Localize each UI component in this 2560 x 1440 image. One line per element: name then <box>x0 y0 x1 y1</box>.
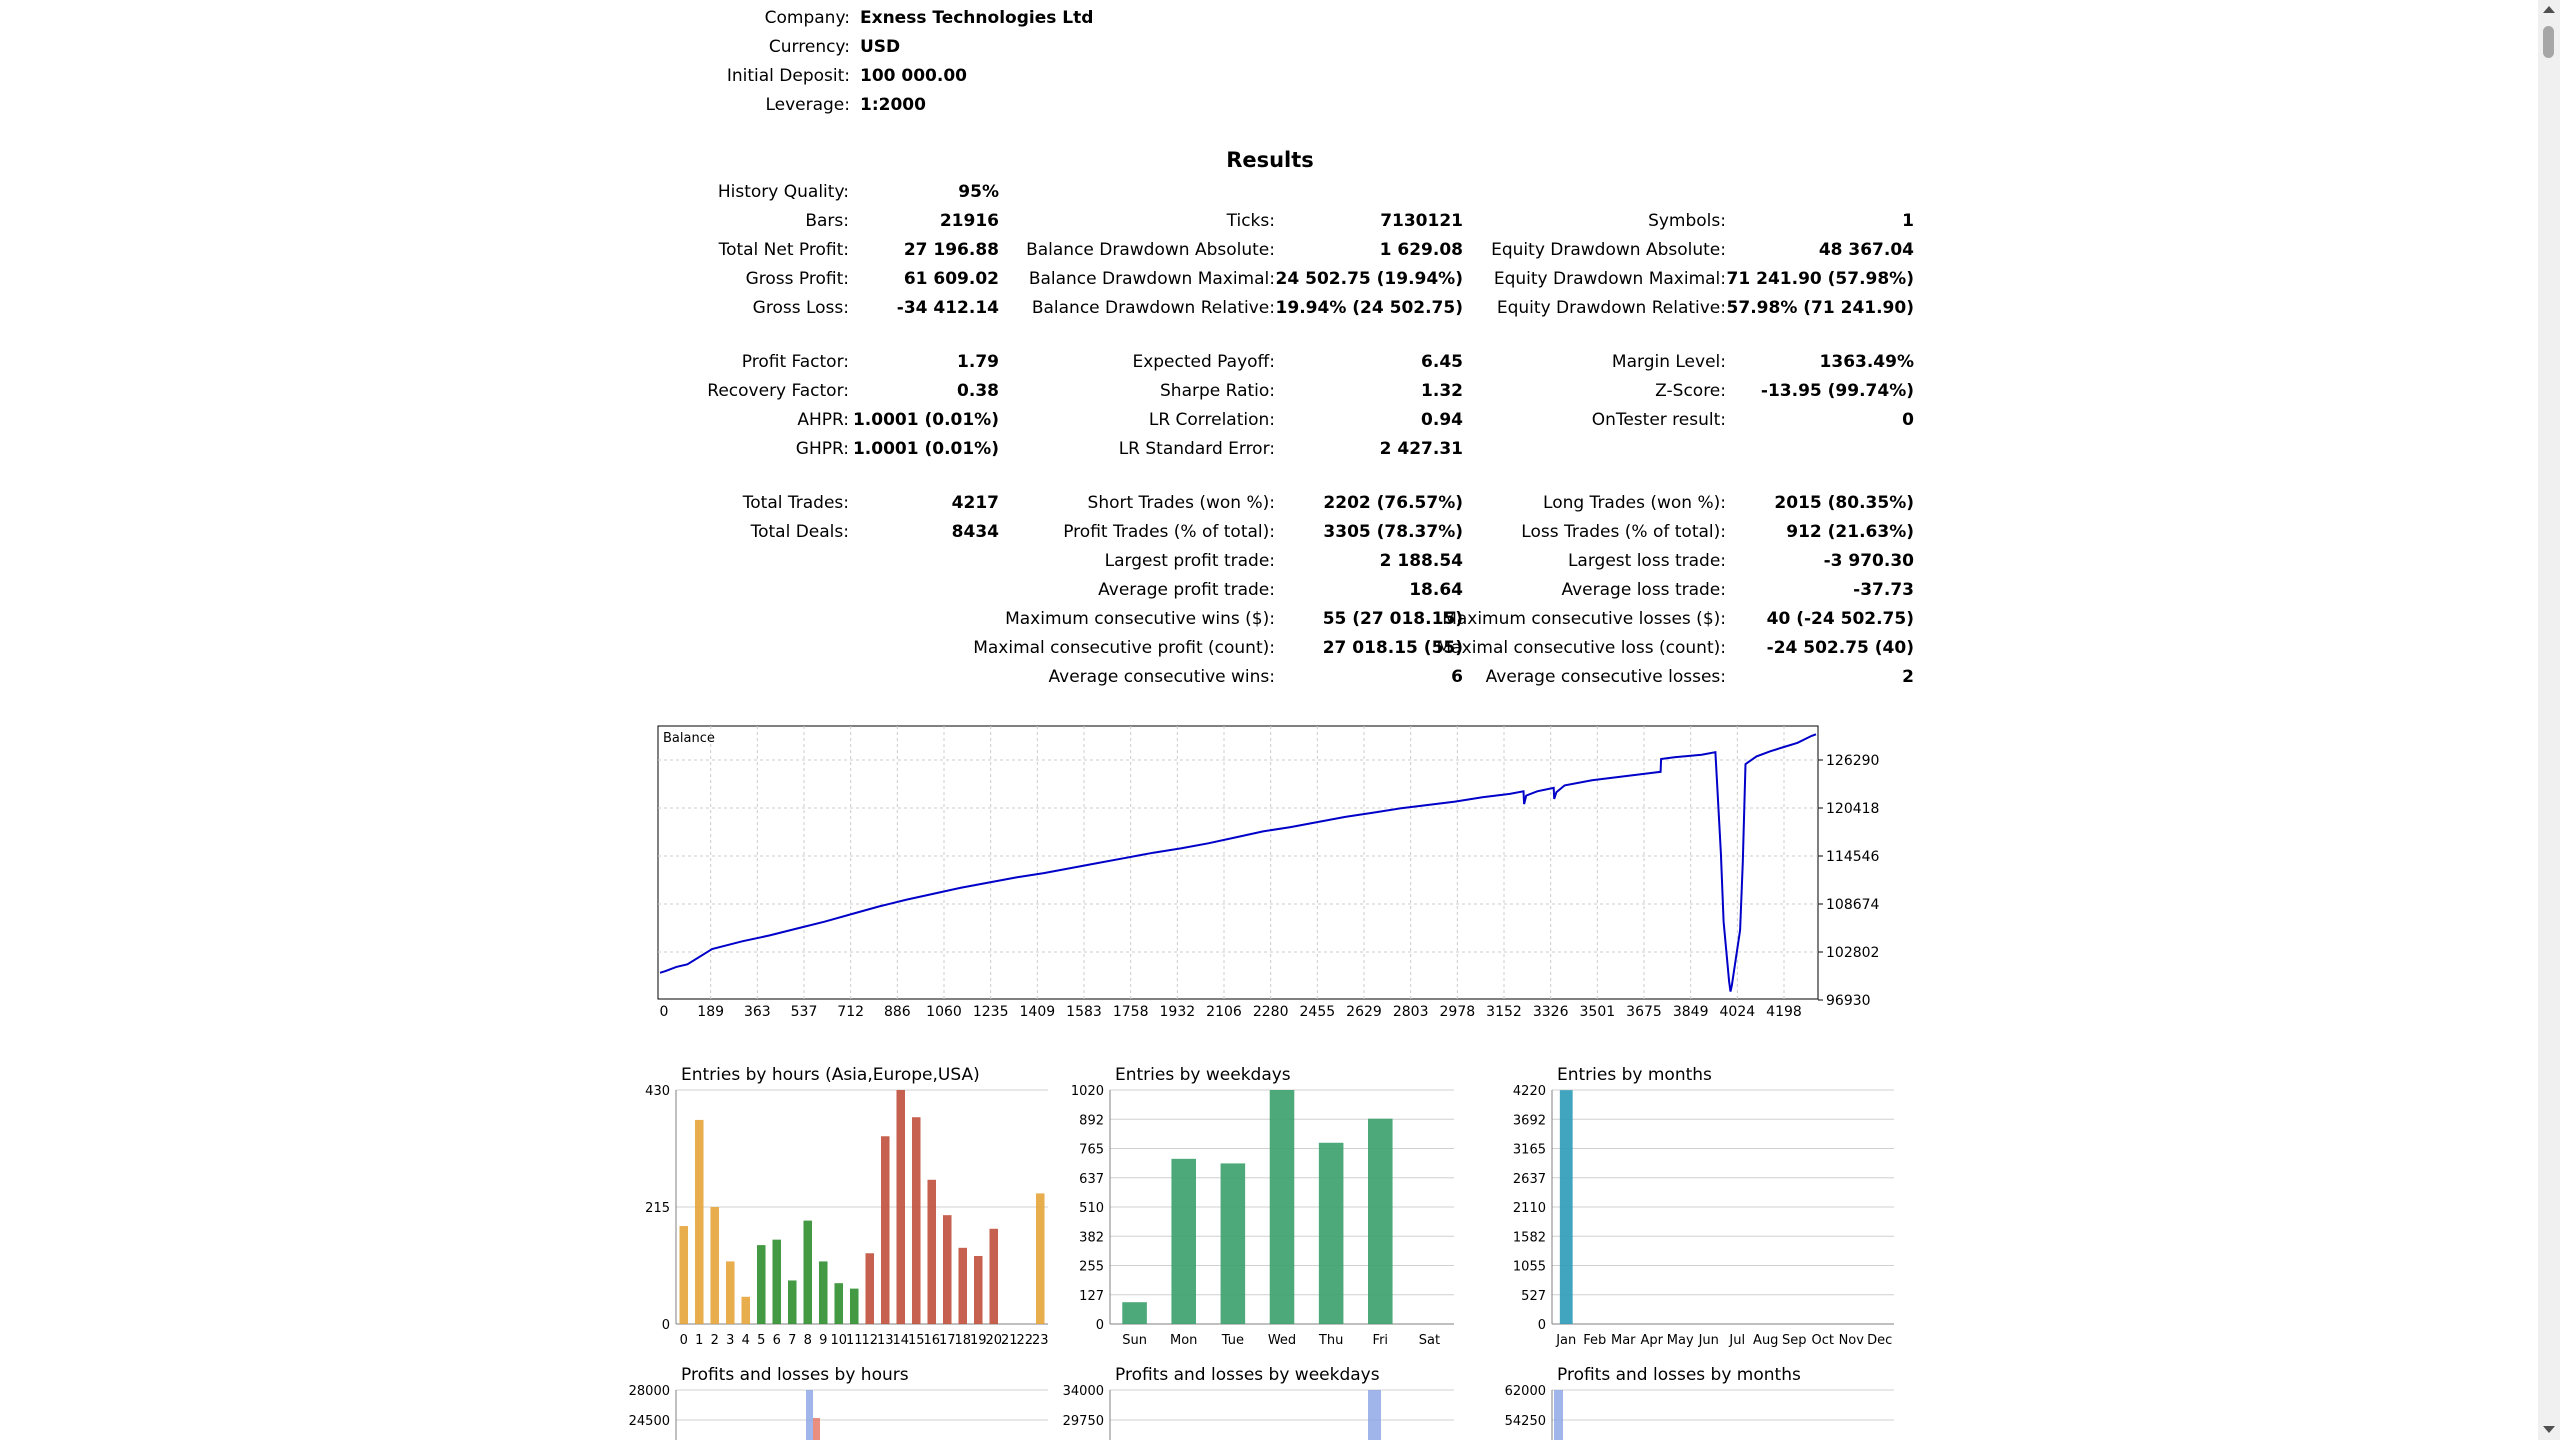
stat-value: -24 502.75 (40) <box>1766 638 1914 658</box>
balance-y-tick: 114546 <box>1826 849 1880 865</box>
x-tick: 17 <box>938 1333 956 1348</box>
stat-label: Total Deals: <box>750 522 849 542</box>
stat-value: 2 <box>1902 667 1914 687</box>
x-tick: Wed <box>1267 1333 1297 1348</box>
bar <box>1368 1119 1393 1324</box>
balance-x-tick: 0 <box>659 1004 669 1020</box>
y-tick: 127 <box>1079 1288 1104 1304</box>
x-tick: Dec <box>1867 1333 1893 1348</box>
y-tick: 1055 <box>1512 1259 1546 1275</box>
profits-losses-by-hours-chart <box>628 1360 1060 1440</box>
bar <box>741 1297 750 1324</box>
stat-value: 3305 (78.37%) <box>1323 522 1463 542</box>
stat-label: Average consecutive wins: <box>1048 667 1275 687</box>
bar <box>865 1253 874 1324</box>
x-tick: 6 <box>772 1333 781 1348</box>
bar <box>1221 1163 1246 1324</box>
x-tick: Mar <box>1610 1333 1636 1348</box>
x-tick: Tue <box>1221 1333 1244 1348</box>
results-heading: Results <box>1226 148 1314 172</box>
stat-label: Profit Trades (% of total): <box>1063 522 1275 542</box>
bar <box>958 1248 967 1324</box>
stat-label: OnTester result: <box>1591 410 1726 430</box>
bar <box>757 1245 766 1324</box>
balance-x-tick: 3675 <box>1626 1004 1662 1020</box>
stat-value: 2 188.54 <box>1379 551 1463 571</box>
x-tick: 4 <box>741 1333 750 1348</box>
balance-x-tick: 363 <box>743 1004 771 1020</box>
x-tick: 16 <box>923 1333 941 1348</box>
scroll-up-arrow-icon[interactable] <box>2538 0 2560 18</box>
bar <box>989 1229 998 1324</box>
stat-value: 1.79 <box>957 352 999 372</box>
y-tick: 3692 <box>1512 1113 1546 1129</box>
stat-label: Profit Factor: <box>741 352 849 372</box>
chart-title: Entries by hours (Asia,Europe,USA) <box>681 1065 980 1085</box>
balance-x-tick: 189 <box>697 1004 725 1020</box>
bar <box>1560 1090 1573 1324</box>
balance-plot-frame <box>658 726 1818 999</box>
stat-value: 21916 <box>939 211 999 231</box>
x-tick: 8 <box>803 1333 812 1348</box>
stat-label: Bars: <box>805 211 849 231</box>
vertical-scrollbar[interactable] <box>2538 0 2560 1440</box>
stat-label: Maximum consecutive losses ($): <box>1442 609 1726 629</box>
balance-x-tick: 3326 <box>1532 1004 1569 1020</box>
balance-x-tick: 1060 <box>926 1004 962 1020</box>
x-tick: Mon <box>1170 1333 1198 1348</box>
stat-value: 48 367.04 <box>1818 240 1914 260</box>
stat-value: -3 970.30 <box>1823 551 1914 571</box>
x-tick: Sun <box>1122 1333 1147 1348</box>
x-tick: 9 <box>819 1333 828 1348</box>
bar <box>834 1283 843 1324</box>
account-label: Currency: <box>768 37 850 57</box>
stat-value: 1363.49% <box>1819 352 1914 372</box>
stat-value: 6.45 <box>1421 352 1463 372</box>
y-tick: 24500 <box>628 1414 670 1429</box>
scroll-thumb[interactable] <box>2543 26 2554 58</box>
y-tick: 4220 <box>1512 1084 1546 1099</box>
balance-x-tick: 1758 <box>1112 1004 1149 1020</box>
stat-label: Gross Loss: <box>752 298 849 318</box>
balance-x-tick: 537 <box>790 1004 818 1020</box>
x-tick: Jan <box>1556 1333 1577 1348</box>
x-tick: Fri <box>1372 1333 1389 1348</box>
stat-label: Average loss trade: <box>1561 580 1726 600</box>
stat-value: 912 (21.63%) <box>1786 522 1914 542</box>
stat-label: Maximal consecutive profit (count): <box>973 638 1275 658</box>
bar <box>788 1280 797 1324</box>
stat-value: 0.38 <box>957 381 999 401</box>
x-tick: 0 <box>679 1333 688 1348</box>
x-tick: 10 <box>830 1333 848 1348</box>
x-tick: Aug <box>1753 1333 1779 1348</box>
balance-y-tick: 102802 <box>1826 945 1880 961</box>
y-tick: 255 <box>1079 1259 1104 1275</box>
y-tick: 527 <box>1521 1288 1546 1304</box>
x-tick: Jul <box>1729 1333 1746 1348</box>
balance-x-tick: 1583 <box>1066 1004 1102 1020</box>
stat-label: Gross Profit: <box>745 269 849 289</box>
account-value: USD <box>860 37 901 57</box>
bar <box>850 1289 859 1324</box>
balance-x-tick: 3501 <box>1579 1004 1616 1020</box>
entries-by-hours-chart <box>640 1060 1060 1360</box>
stat-label: Total Trades: <box>742 493 849 513</box>
x-tick: 13 <box>876 1333 894 1348</box>
y-tick: 62000 <box>1504 1384 1546 1399</box>
stat-label: Short Trades (won %): <box>1087 493 1275 513</box>
bar <box>881 1136 890 1324</box>
x-tick: 1 <box>695 1333 704 1348</box>
balance-chart <box>650 722 1890 1022</box>
balance-x-tick: 886 <box>883 1004 911 1020</box>
stat-label: Equity Drawdown Absolute: <box>1491 240 1726 260</box>
stat-label: Expected Payoff: <box>1132 352 1275 372</box>
stat-value: 0.94 <box>1421 410 1463 430</box>
balance-x-tick: 2629 <box>1346 1004 1382 1020</box>
balance-x-tick: 712 <box>837 1004 865 1020</box>
stat-value: 19.94% (24 502.75) <box>1275 298 1463 318</box>
entries-by-weekdays-chart <box>1070 1060 1460 1360</box>
balance-x-tick: 2803 <box>1392 1004 1429 1020</box>
x-tick: 18 <box>954 1333 972 1348</box>
y-tick: 892 <box>1079 1113 1104 1129</box>
balance-y-tick: 96930 <box>1826 993 1871 1009</box>
y-tick: 54250 <box>1504 1414 1546 1429</box>
chart-title: Profits and losses by hours <box>681 1365 909 1385</box>
x-tick: 7 <box>788 1333 797 1348</box>
y-tick: 637 <box>1079 1171 1104 1187</box>
stat-value: -34 412.14 <box>896 298 999 318</box>
bar <box>819 1261 828 1324</box>
x-tick: 22 <box>1016 1333 1034 1348</box>
stat-value: 24 502.75 (19.94%) <box>1275 269 1463 289</box>
stat-value: 1.0001 (0.01%) <box>852 410 999 430</box>
profits-losses-by-months-chart <box>1500 1360 1910 1440</box>
stat-value: 2202 (76.57%) <box>1323 493 1463 513</box>
stat-value: 2 427.31 <box>1379 439 1463 459</box>
stat-label: Sharpe Ratio: <box>1160 381 1275 401</box>
y-tick: 510 <box>1079 1201 1104 1216</box>
stat-value: 8434 <box>951 522 999 542</box>
x-tick: 11 <box>845 1333 863 1348</box>
chart-title: Profits and losses by months <box>1557 1365 1801 1385</box>
stat-label: Maximal consecutive loss (count): <box>1436 638 1726 658</box>
balance-x-tick: 4198 <box>1766 1004 1802 1020</box>
stat-label: GHPR: <box>795 439 849 459</box>
bar <box>1270 1090 1295 1324</box>
x-tick: 21 <box>1000 1333 1018 1348</box>
stat-label: LR Standard Error: <box>1118 439 1275 459</box>
bar <box>1319 1143 1344 1324</box>
balance-x-tick: 4024 <box>1719 1004 1756 1020</box>
stat-value: 1 <box>1902 211 1914 231</box>
stat-value: 71 241.90 (57.98%) <box>1726 269 1914 289</box>
stat-value: 57.98% (71 241.90) <box>1726 298 1914 318</box>
balance-chart-title: Balance <box>663 731 715 746</box>
bar <box>1036 1193 1045 1324</box>
y-tick: 3165 <box>1512 1142 1546 1158</box>
balance-y-tick: 120418 <box>1826 801 1880 817</box>
stat-label: Z-Score: <box>1655 381 1726 401</box>
balance-x-tick: 2280 <box>1252 1004 1289 1020</box>
y-tick: 0 <box>1095 1318 1104 1333</box>
bar <box>896 1090 905 1324</box>
y-tick: 1582 <box>1512 1230 1546 1246</box>
bar <box>974 1256 983 1324</box>
x-tick: 2 <box>710 1333 719 1348</box>
x-tick: 23 <box>1031 1333 1049 1348</box>
stat-value: 0 <box>1902 410 1914 430</box>
account-value: 1:2000 <box>860 95 926 115</box>
stat-value: 1.0001 (0.01%) <box>852 439 999 459</box>
y-tick: 29750 <box>1062 1414 1104 1429</box>
y-tick: 1020 <box>1070 1084 1104 1099</box>
account-label: Initial Deposit: <box>726 66 850 86</box>
x-tick: Thu <box>1318 1333 1344 1348</box>
stat-label: Largest profit trade: <box>1104 551 1275 571</box>
y-tick: 34000 <box>1062 1384 1104 1399</box>
y-tick: 28000 <box>628 1384 670 1399</box>
stat-value: 27 018.15 (55) <box>1322 638 1463 658</box>
bar <box>1554 1390 1563 1440</box>
chart-title: Profits and losses by weekdays <box>1115 1365 1380 1385</box>
stat-value: 27 196.88 <box>903 240 999 260</box>
stat-value: 1 629.08 <box>1379 240 1463 260</box>
bar <box>927 1180 936 1324</box>
stat-label: Balance Drawdown Maximal: <box>1028 269 1275 289</box>
stat-label: Maximum consecutive wins ($): <box>1005 609 1275 629</box>
stat-value: 7130121 <box>1380 211 1463 231</box>
x-tick: 15 <box>907 1333 925 1348</box>
bar <box>803 1221 812 1324</box>
x-tick: May <box>1666 1333 1694 1348</box>
stat-label: Largest loss trade: <box>1567 551 1726 571</box>
balance-x-tick: 2106 <box>1206 1004 1242 1020</box>
stat-label: Equity Drawdown Maximal: <box>1493 269 1726 289</box>
profits-losses-by-weekdays-chart <box>1062 1360 1460 1440</box>
y-tick: 0 <box>1537 1318 1546 1333</box>
balance-x-tick: 3849 <box>1672 1004 1709 1020</box>
bar <box>726 1261 735 1324</box>
entries-by-months-chart <box>1500 1060 1910 1360</box>
balance-x-tick: 3152 <box>1486 1004 1522 1020</box>
stat-value: 95% <box>958 182 999 202</box>
bar <box>710 1207 719 1324</box>
balance-x-tick: 2455 <box>1299 1004 1336 1020</box>
stat-value: 40 (-24 502.75) <box>1766 609 1914 629</box>
stat-value: 6 <box>1451 667 1463 687</box>
bar <box>813 1418 820 1440</box>
stat-value: 18.64 <box>1409 580 1463 600</box>
stat-value: -13.95 (99.74%) <box>1760 381 1914 401</box>
stat-label: AHPR: <box>797 410 849 430</box>
y-tick: 382 <box>1079 1230 1104 1246</box>
balance-y-tick: 108674 <box>1826 897 1880 913</box>
bar <box>912 1117 921 1324</box>
stat-label: LR Correlation: <box>1148 410 1275 430</box>
x-tick: Oct <box>1811 1333 1834 1348</box>
x-tick: Sat <box>1418 1333 1441 1348</box>
x-tick: 5 <box>757 1333 766 1348</box>
stat-value: 61 609.02 <box>903 269 999 289</box>
y-tick: 2110 <box>1512 1201 1546 1216</box>
balance-x-tick: 1409 <box>1019 1004 1056 1020</box>
stat-label: Recovery Factor: <box>707 381 849 401</box>
bar <box>695 1120 704 1324</box>
stat-label: Equity Drawdown Relative: <box>1496 298 1726 318</box>
x-tick: 14 <box>892 1333 910 1348</box>
chart-title: Entries by months <box>1557 1065 1712 1085</box>
bar <box>806 1390 813 1440</box>
stat-label: Balance Drawdown Absolute: <box>1026 240 1275 260</box>
stat-label: Balance Drawdown Relative: <box>1031 298 1275 318</box>
stat-value: 55 (27 018.15) <box>1322 609 1463 629</box>
balance-y-tick: 126290 <box>1826 753 1880 769</box>
account-value: Exness Technologies Ltd <box>860 8 1094 28</box>
bar <box>943 1215 952 1324</box>
bar <box>1122 1302 1147 1324</box>
bar <box>679 1226 688 1324</box>
y-tick: 0 <box>661 1318 670 1333</box>
balance-x-tick: 2978 <box>1439 1004 1476 1020</box>
x-tick: 12 <box>861 1333 879 1348</box>
x-tick: Nov <box>1838 1333 1864 1348</box>
scroll-down-arrow-icon[interactable] <box>2538 1422 2560 1440</box>
stat-label: Margin Level: <box>1611 352 1726 372</box>
bar <box>1368 1390 1381 1440</box>
y-tick: 2637 <box>1512 1171 1546 1187</box>
balance-x-tick: 1932 <box>1159 1004 1196 1020</box>
stat-label: Ticks: <box>1226 211 1275 231</box>
bar <box>772 1240 781 1324</box>
x-tick: Sep <box>1781 1333 1807 1348</box>
bar <box>1171 1159 1196 1324</box>
x-tick: Jun <box>1698 1333 1719 1348</box>
x-tick: 20 <box>985 1333 1003 1348</box>
x-tick: Feb <box>1583 1333 1607 1348</box>
y-tick: 765 <box>1079 1142 1104 1158</box>
stat-label: Average consecutive losses: <box>1485 667 1726 687</box>
x-tick: 3 <box>726 1333 735 1348</box>
stat-value: -37.73 <box>1853 580 1914 600</box>
account-value: 100 000.00 <box>860 66 968 86</box>
stat-label: Average profit trade: <box>1098 580 1275 600</box>
stat-value: 4217 <box>951 493 999 513</box>
stat-label: Total Net Profit: <box>718 240 849 260</box>
chart-title: Entries by weekdays <box>1115 1065 1291 1085</box>
stat-value: 1.32 <box>1421 381 1463 401</box>
x-tick: Apr <box>1640 1333 1663 1348</box>
account-label: Leverage: <box>765 95 850 115</box>
y-tick: 215 <box>645 1201 670 1216</box>
account-label: Company: <box>764 8 850 28</box>
balance-x-tick: 1235 <box>972 1004 1009 1020</box>
stat-label: Loss Trades (% of total): <box>1521 522 1726 542</box>
x-tick: 19 <box>969 1333 987 1348</box>
stat-value: 2015 (80.35%) <box>1774 493 1914 513</box>
stat-label: History Quality: <box>717 182 849 202</box>
stat-label: Symbols: <box>1648 211 1726 231</box>
y-tick: 430 <box>645 1084 670 1099</box>
stat-label: Long Trades (won %): <box>1543 493 1726 513</box>
